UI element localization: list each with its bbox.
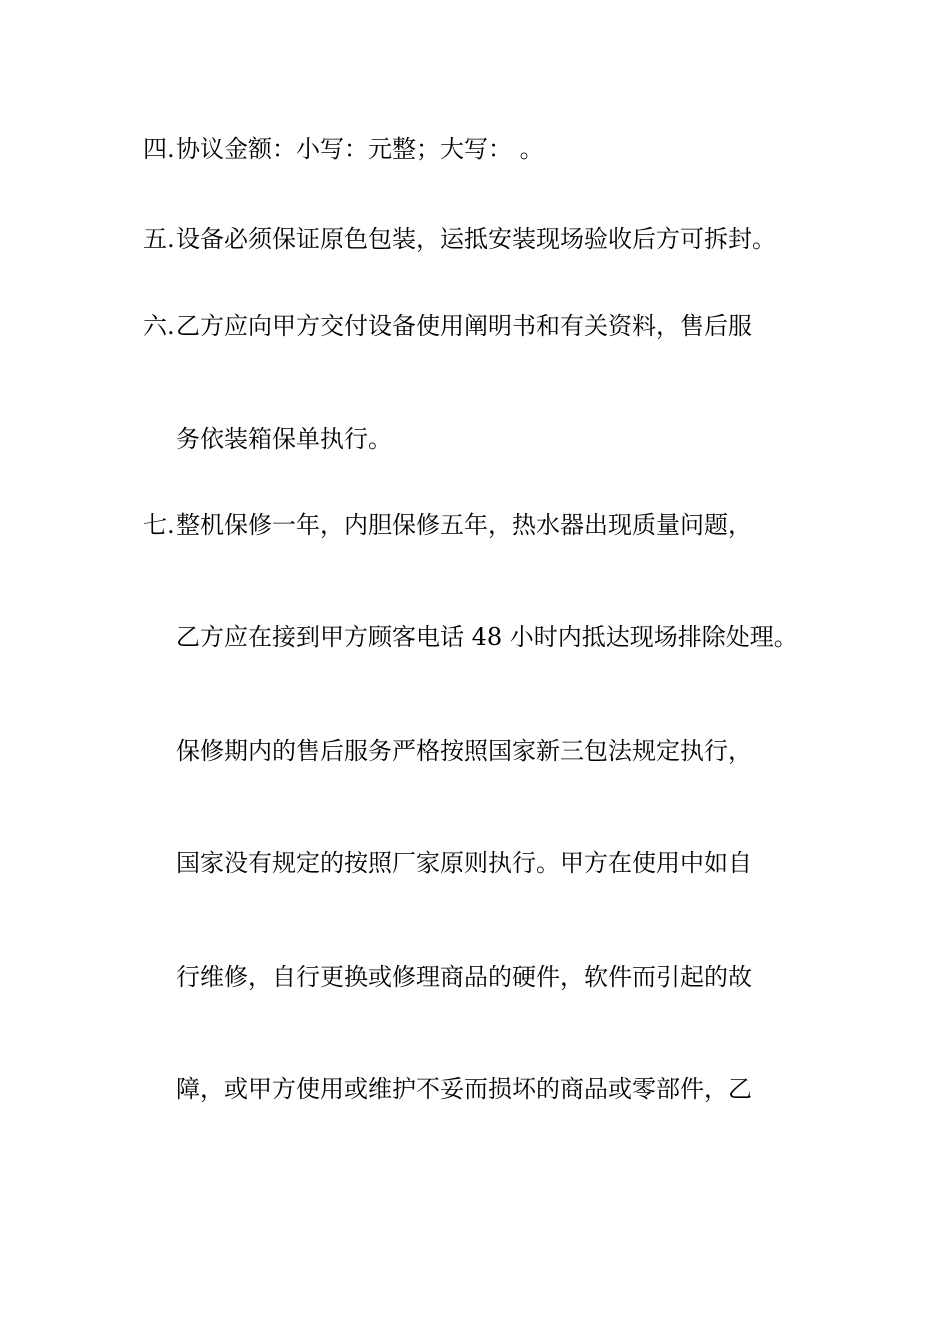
clause-number: 六.	[143, 312, 175, 340]
clause-text: 整机保修一年，内胆保修五年，热水器出现质量问题，	[176, 511, 752, 539]
clause-number: 七.	[143, 511, 175, 539]
clause-text: 务依装箱保单执行。	[176, 425, 392, 453]
clause-text: 行维修，自行更换或修理商品的硬件，软件而引起的故	[176, 963, 752, 991]
clause-text: 乙方应向甲方交付设备使用阐明书和有关资料，售后服	[176, 312, 752, 340]
clause-number: 四.	[143, 135, 175, 163]
clause-text: 保修期内的售后服务严格按照国家新三包法规定执行，	[176, 737, 752, 765]
clause-text: 国家没有规定的按照厂家原则执行。甲方在使用中如自	[176, 849, 752, 877]
clause-text: 协议金额：小写：元整；大写： 。	[176, 135, 544, 163]
clause-text: 乙方应在接到甲方顾客电话 48 小时内抵达现场排除处理。	[176, 623, 798, 651]
clause-text: 障，或甲方使用或维护不妥而损坏的商品或零部件，乙	[176, 1075, 752, 1103]
clause-text: 设备必须保证原色包装，运抵安装现场验收后方可拆封。	[176, 225, 776, 253]
clause-number: 五.	[143, 225, 175, 253]
